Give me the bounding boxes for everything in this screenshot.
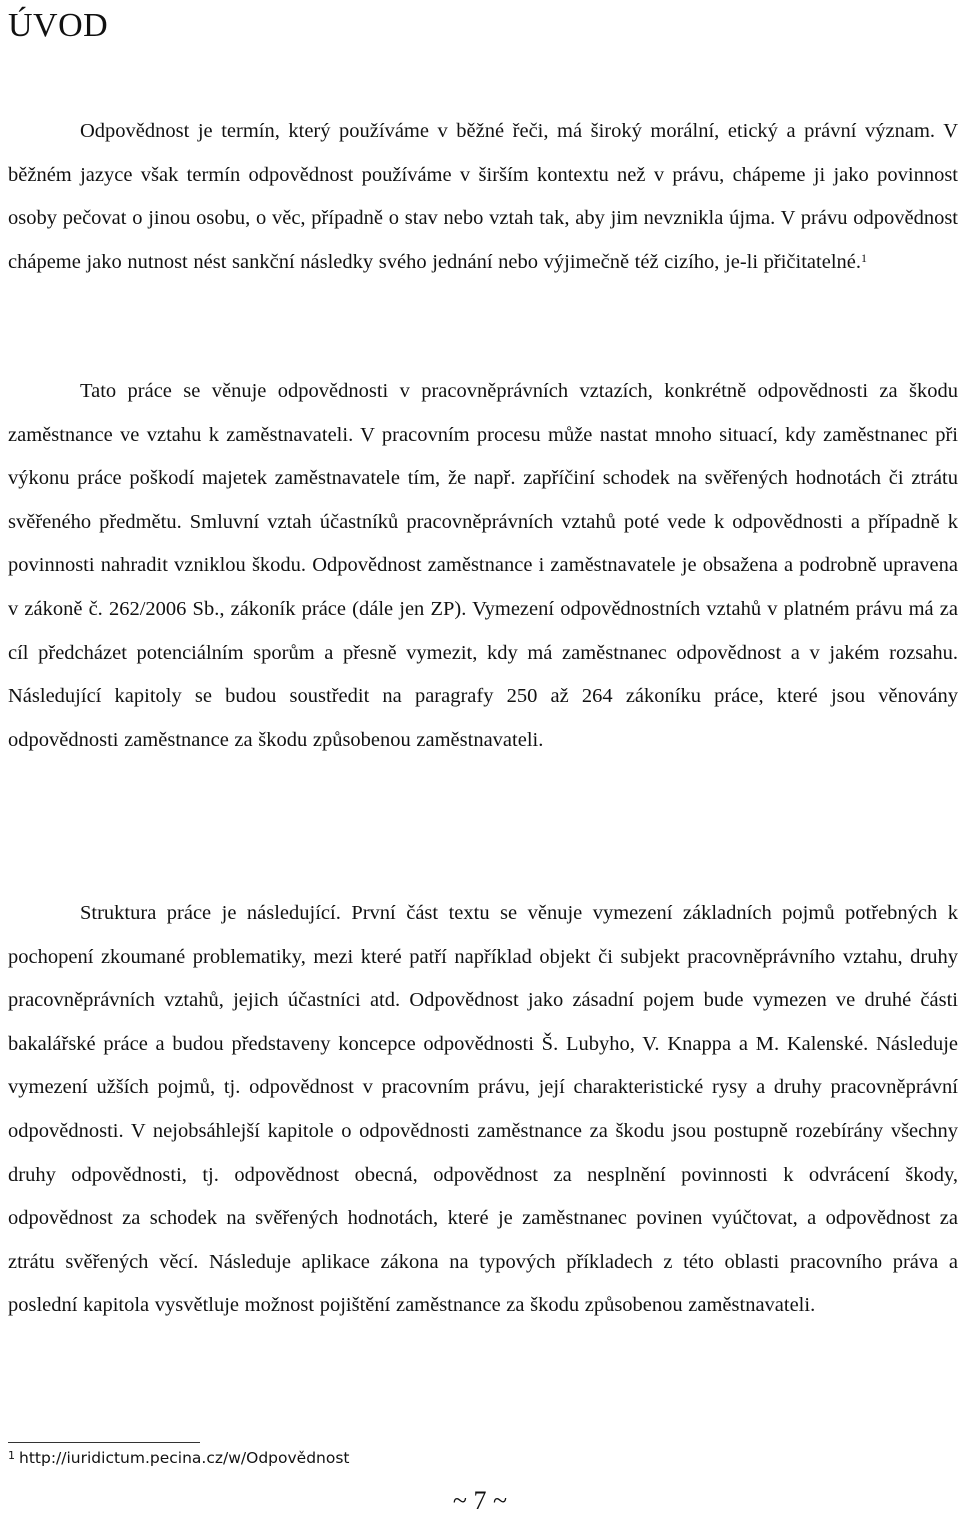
footnote-reference[interactable]: 1 [861, 250, 867, 265]
section-heading: ÚVOD [8, 7, 109, 44]
footnote-number: 1 [8, 1449, 15, 1462]
footnote-divider [8, 1442, 200, 1443]
footnote-link[interactable]: http://iuridictum.pecina.cz/w/Odpovědnost [19, 1449, 350, 1467]
paragraph-structure: Struktura práce je následující. První část textu se věnuje vymezení základních pojmů potřebných k pochopení zkoumané problematiky, mezi které patří například objekt či subjekt pracovněprávního vztahu, druhy pracovněprávních vztahů, jejich účastníci atd. Odpovědnost jako zásadní pojem bude vymezen ve druhé části bakalářské práce a budou představeny koncepce odpovědnosti Š. Lubyho, V. Knappa a M. Kalenské. Následuje vymezení užších pojmů, tj. odpovědnost v pracovním právu, její charakteristické rysy a druhy pracovněprávní odpovědnosti. V nejobsáhlejší kapitole o odpovědnosti zaměstnance za škodu jsou postupně rozebírány všechny druhy odpovědnosti, tj. odpovědnost obecná, odpovědnost za nesplnění povinnosti k odvrácení škody, odpovědnost za schodek na svěřených hodnotách, které je zaměstnanec povinen vyúčtovat, a odpovědnost za ztrátu svěřených věcí. Následuje aplikace zákona na typových příkladech z této oblasti pracovního práva a poslední kapitola vysvětluje možnost pojištění zaměstnance za škodu způsobenou zaměstnavateli. [8, 902, 958, 1317]
page-number: ~ 7 ~ [452, 1486, 508, 1515]
footnote [8, 1446, 350, 1472]
paragraph-topic: Tato práce se věnuje odpovědnosti v pracovněprávních vztazích, konkrétně odpovědnosti za škodu zaměstnance ve vztahu k zaměstnavateli. V pracovním procesu může nastat mnoho situací, kdy zaměstnanec při výkonu práce poškodí majetek zaměstnavatele tím, že např. zapříčiní schodek na svěřených hodnotách či ztrátu svěřeného předmětu. Smluvní vztah účastníků pracovněprávních vztahů poté vede k odpovědnosti a případně k povinnosti nahradit vzniklou škodu. Odpovědnost zaměstnance i zaměstnavatele je obsažena a podrobně upravena v zákoně č. 262/2006 Sb., zákoník práce (dále jen ZP). Vymezení odpovědnostních vztahů v platném právu má za cíl předcházet potenciálním sporům a přesně vymezit, kdy má zaměstnanec odpovědnost a v jakém rozsahu. Následující kapitoly se budou soustředit na paragrafy 250 až 264 zákoníku práce, které jsou věnovány odpovědnosti zaměstnance za škodu způsobenou zaměstnavateli. [8, 380, 958, 751]
paragraph-text: Odpovědnost je termín, který používáme v běžné řeči, má široký morální, etický a právní význam. V běžném jazyce však termín odpovědnost používáme v širším kontextu než v právu, chápeme ji jako povinnost osoby pečovat o jinou osobu, o věc, případně o stav nebo vztah tak, aby jim nevznikla újma. V právu odpovědnost chápeme jako nutnost nést sankční následky svého jednání nebo výjimečně též cizího, je-li přičitatelné. [8, 120, 958, 273]
paragraph-introduction [8, 110, 958, 284]
